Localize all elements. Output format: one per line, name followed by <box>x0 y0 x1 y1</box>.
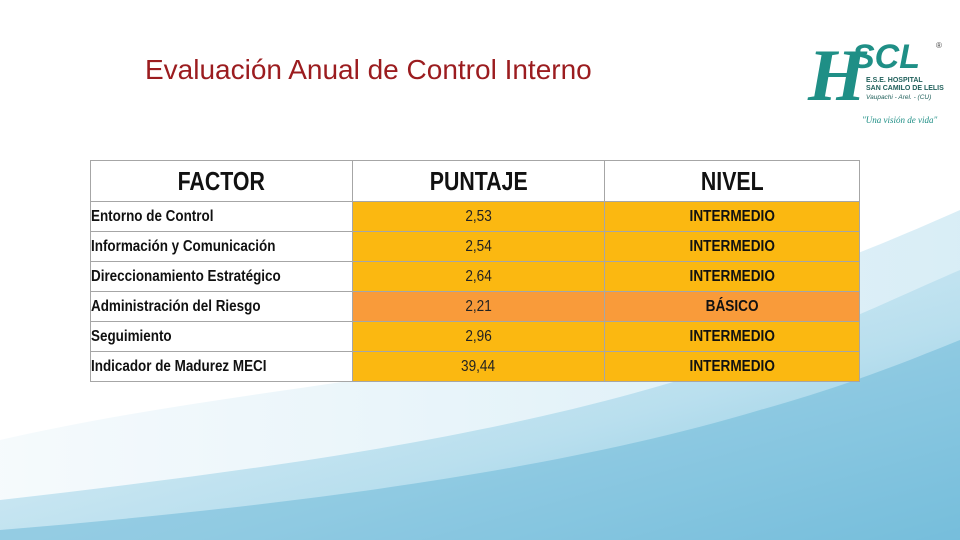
svg-text:"Una visión de vida": "Una visión de vida" <box>862 115 938 125</box>
table-row <box>91 292 860 322</box>
header-nivel: NIVEL <box>605 161 860 202</box>
factor-cell: Indicador de Madurez MECI <box>91 352 353 382</box>
score-cell: 2,96 <box>353 322 605 352</box>
level-cell: INTERMEDIO <box>605 262 860 292</box>
registered-mark: ® <box>936 41 942 50</box>
table-row <box>91 262 860 292</box>
factor-cell: Seguimiento <box>91 322 353 352</box>
score-cell: 39,44 <box>353 352 605 382</box>
factor-cell: Información y Comunicación <box>91 232 353 262</box>
score-cell: 2,54 <box>353 232 605 262</box>
header-factor: FACTOR <box>91 161 353 202</box>
table-row <box>91 352 860 382</box>
table-row <box>91 322 860 352</box>
level-cell: INTERMEDIO <box>605 232 860 262</box>
svg-text:H: H <box>808 35 866 117</box>
factor-cell: Direccionamiento Estratégico <box>91 262 353 292</box>
svg-text:SCL: SCL <box>852 38 920 76</box>
slide-title: Evaluación Anual de Control Interno <box>145 54 592 85</box>
level-cell: INTERMEDIO <box>605 352 860 382</box>
table-row <box>91 232 860 262</box>
level-cell: INTERMEDIO <box>605 322 860 352</box>
header-puntaje: PUNTAJE <box>353 161 605 202</box>
hospital-logo <box>806 28 946 132</box>
table-header-row <box>91 161 860 202</box>
level-cell: INTERMEDIO <box>605 202 860 232</box>
table-row <box>91 202 860 232</box>
score-cell: 2,53 <box>353 202 605 232</box>
level-cell: BÁSICO <box>605 292 860 322</box>
score-cell: 2,21 <box>353 292 605 322</box>
score-cell: 2,64 <box>353 262 605 292</box>
factor-cell: Administración del Riesgo <box>91 292 353 322</box>
svg-text:E.S.E. HOSPITAL: E.S.E. HOSPITAL <box>866 77 923 84</box>
evaluation-table <box>90 160 860 382</box>
factor-cell: Entorno de Control <box>91 202 353 232</box>
svg-text:SAN CAMILO DE LELIS: SAN CAMILO DE LELIS <box>866 85 944 92</box>
svg-text:Vaupachi - Arel. - (CU): Vaupachi - Arel. - (CU) <box>866 94 932 101</box>
